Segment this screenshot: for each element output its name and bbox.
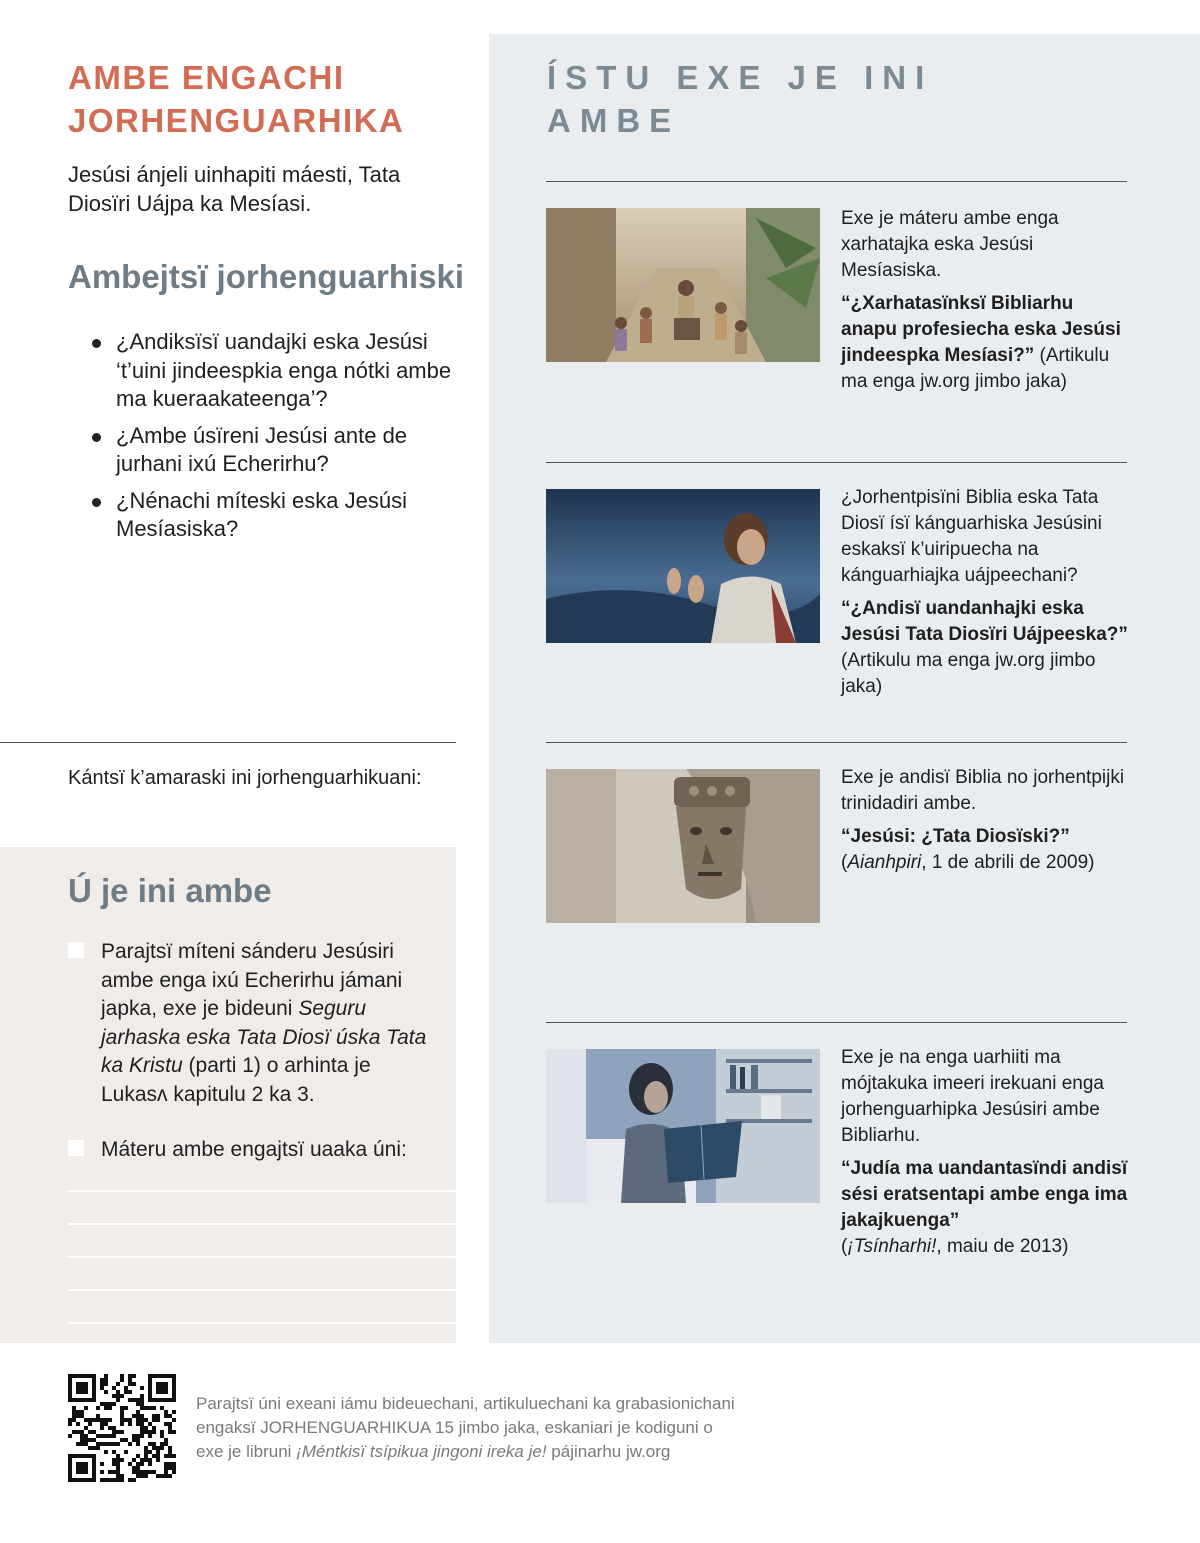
resource-title[interactable]: “Jesúsi: ¿Tata Diosïski?” — [841, 826, 1070, 847]
resource-source: (Artikulu ma enga jw.org jimbo jaka) — [841, 345, 1110, 392]
resource-item — [841, 765, 1131, 876]
resource-title[interactable]: “¿Xarhatasïnksï Bibliarhu anapu profesiecha eska Jesúsi jindeespka Mesíasi?” (Artikulu ma enga jw.org jimbo jaka) — [841, 293, 1121, 392]
writing-line[interactable] — [68, 1190, 456, 1192]
summary-text: Jesúsi ánjeli uinhapiti máesti, Tata Diosïri Uájpa ka Mesíasi. — [68, 162, 401, 216]
resource-source: (¡Tsínharhi!, maiu de 2013) — [841, 1236, 1069, 1257]
divider — [546, 742, 1127, 743]
three-faced-stone-carving — [546, 769, 820, 923]
learn-more-title: ÍSTU EXE JE INI AMBE — [547, 59, 934, 139]
bullet-icon — [92, 339, 101, 348]
bullet-icon — [92, 498, 101, 507]
review-question-list — [92, 328, 452, 552]
woman-reading-book-photo — [546, 1049, 820, 1203]
divider — [546, 462, 1127, 463]
resource-description: ¿Jorhentpisïni Biblia eska Tata Diosï ísï kánguarhiska Jesúsini eskaksï k’uiripuecha na kánguarhiajka uájpeechani? — [841, 487, 1102, 586]
writing-line[interactable] — [68, 1289, 456, 1291]
resource-title[interactable]: “Judía ma uandantasïndi andisï sési eratsentapi ambe enga ima jakajkuenga” — [841, 1158, 1128, 1231]
resource-source: (Artikulu ma enga jw.org jimbo jaka) — [841, 650, 1096, 697]
review-question: ¿Ambe úsïreni Jesúsi ante de jurhani ixú Echerirhu? — [92, 422, 452, 479]
resource-title[interactable]: “¿Andisï uandanhajki eska Jesúsi Tata Diosïri Uájpeeska?” (Artikulu ma enga jw.org jimbo jaka) — [841, 598, 1128, 697]
task-text: Máteru ambe engajtsï uaaka úni: — [101, 1138, 407, 1161]
jesus-praying-illustration — [546, 489, 820, 643]
resource-description: Exe je andisï Biblia no jorhentpijki trinidadiri ambe. — [841, 767, 1125, 814]
task-item — [68, 938, 438, 1109]
checkbox[interactable] — [68, 942, 84, 958]
review-question: ¿Andiksïsï uandajki eska Jesúsi ‘t’uini jindeespkia enga nótki ambe ma kueraakateenga’? — [92, 328, 452, 414]
review-question: ¿Nénachi míteski eska Jesúsi Mesíasiska? — [92, 487, 452, 544]
resource-source: (Aianhpiri, 1 de abrili de 2009) — [841, 852, 1095, 873]
resource-item — [841, 485, 1131, 700]
notes-label: Kántsï k’amaraski ini jorhenguarhikuani: — [68, 767, 422, 789]
qr-code-icon[interactable] — [68, 1374, 176, 1482]
writing-line[interactable] — [68, 1322, 456, 1324]
review-heading: Ambejtsï jorhenguarhiski — [68, 258, 465, 295]
footer-text: Parajtsï úni exeani iámu bideuechani, artikuluechani ka grabasionichani engaksï JORHENGUARHIKUA 15 jimbo jaka, eskaniari je kodiguni o exe je libruni ¡Méntkisï tsípikua jingoni ireka je! pájinarhu jw.org — [196, 1394, 735, 1461]
task-text: Parajtsï míteni sánderu Jesúsiri ambe enga ixú Echerirhu jámani japka, exe je bideuni Seguru jarhaska eska Tata Diosï úska Tata ka Kristu (parti 1) o arhinta je Lukasʌ kapitulu 2 ka 3. — [101, 940, 427, 1106]
try-heading: Ú je ini ambe — [68, 872, 272, 909]
resource-description: Exe je na enga uarhiiti ma mójtakuka imeeri irekuani enga jorhenguarhipka Jesúsiri ambe Bibliarhu. — [841, 1047, 1104, 1146]
triumphal-entry-illustration — [546, 208, 820, 362]
resource-item — [841, 1045, 1131, 1260]
task-item — [68, 1136, 438, 1165]
checkbox[interactable] — [68, 1140, 84, 1156]
bullet-icon — [92, 433, 101, 442]
summary-title: AMBE ENGACHI JORHENGUARHIKA — [68, 59, 405, 139]
writing-line[interactable] — [68, 1256, 456, 1258]
resource-item — [841, 206, 1131, 395]
resource-description: Exe je máteru ambe enga xarhatajka eska Jesúsi Mesíasiska. — [841, 208, 1059, 281]
divider — [546, 1022, 1127, 1023]
divider — [0, 742, 456, 743]
writing-line[interactable] — [68, 1223, 456, 1225]
divider — [546, 181, 1127, 182]
